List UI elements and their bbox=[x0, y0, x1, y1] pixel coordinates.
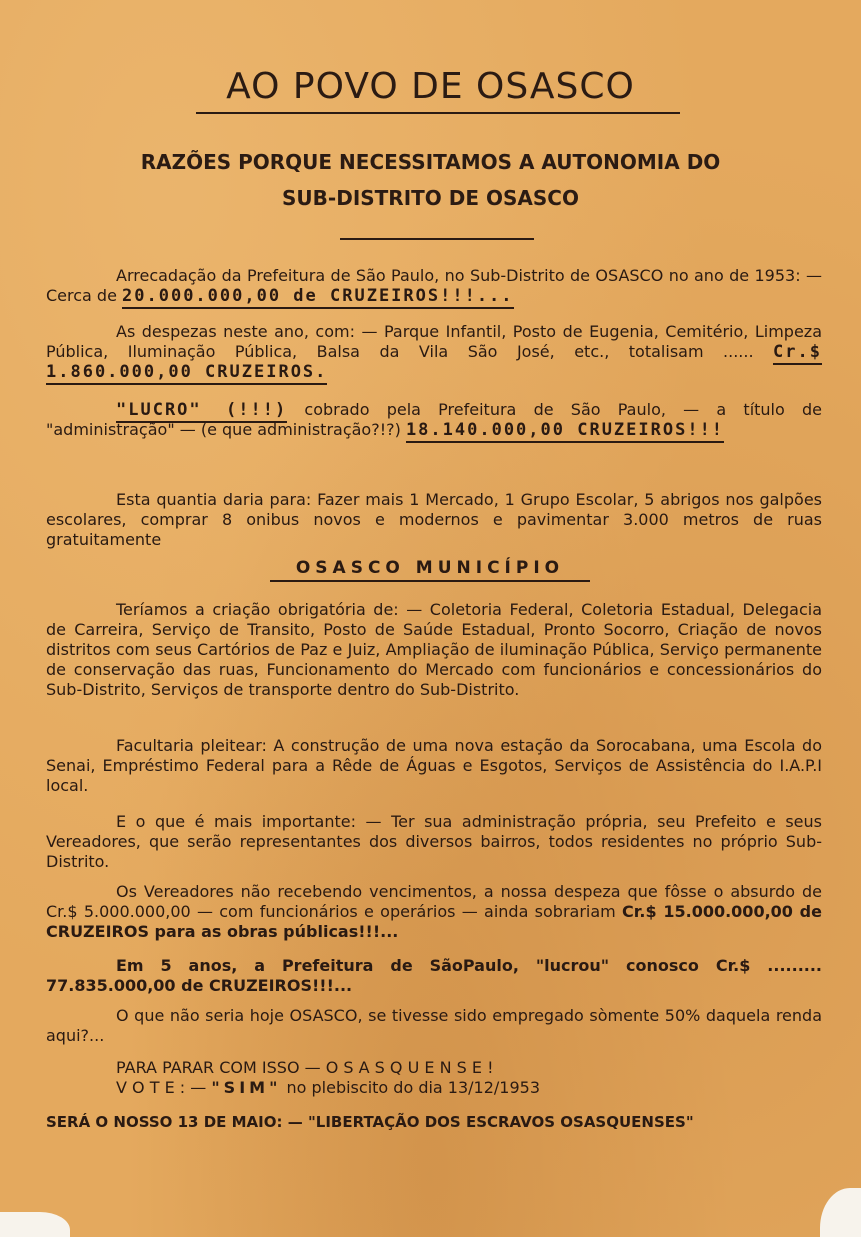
expenses-text: As despezas neste ano, com: — Parque Infantil, Posto de Eugenia, Cemitério, Limpeza Pública, Iluminação Pública, Balsa da Vila São José, etc., totalisam ...... bbox=[46, 322, 822, 361]
torn-edge-left bbox=[0, 1212, 70, 1237]
paragraph-administration bbox=[46, 812, 822, 872]
subtitle-line-1: RAZÕES PORQUE NECESSITAMOS A AUTONOMIA DO bbox=[140, 150, 721, 174]
five-years-text: Em 5 anos, a Prefeitura de SãoPaulo, "lucrou" conosco Cr.$ ......... 77.835.000,00 de CRUZEIROS!!!... bbox=[46, 956, 822, 995]
paragraph-five-years bbox=[46, 956, 822, 996]
revenue-text: Arrecadação da Prefeitura de São Paulo, no Sub-Distrito de OSASCO no ano de 1953: — Cerca de bbox=[46, 266, 822, 305]
vote-prefix: V O T E : — bbox=[116, 1078, 212, 1097]
councillors-bold: Cr.$ 15.000.000,00 de CRUZEIROS para as obras públicas!!!... bbox=[46, 902, 822, 941]
paragraph-councillors bbox=[46, 882, 822, 942]
torn-edge-right bbox=[820, 1188, 861, 1237]
closing-lines bbox=[116, 1058, 816, 1098]
services-text: Teríamos a criação obrigatória de: — Coletoria Federal, Coletoria Estadual, Delegacia de Carreira, Serviço de Transito, Posto de Saúde Estadual, Pronto Socorro, Criação de novos distritos com seus Cartórios de Paz e Juiz, Ampliação de iluminação Pública, Serviço permanente de conservação das ruas, Funcionamento do Mercado com funcionários e concessionários do Sub-Distrito, Serviços de transporte dentro do Sub-Distrito. bbox=[46, 600, 822, 699]
paragraph-services bbox=[46, 600, 822, 700]
question-text: O que não seria hoje OSASCO, se tivesse sido empregado sòmente 50% daquela renda aqui?... bbox=[46, 1006, 822, 1045]
paragraph-expenses bbox=[46, 322, 822, 382]
section-heading: OSASCO MUNICÍPIO bbox=[270, 558, 590, 582]
paragraph-profit bbox=[46, 400, 822, 440]
paragraph-revenue bbox=[46, 266, 822, 306]
lucro-label: "LUCRO" (!!!) bbox=[116, 400, 287, 423]
investment-text: Esta quantia daria para: Fazer mais 1 Mercado, 1 Grupo Escolar, 5 abrigos nos galpões escolares, comprar 8 onibus novos e modernos e pavimentar 3.000 metros de ruas gratuitamente bbox=[46, 490, 822, 549]
profit-amount: 18.140.000,00 CRUZEIROS!!! bbox=[406, 420, 724, 443]
councillors-text: Os Vereadores não recebendo vencimentos, a nossa despeza que fôsse o absurdo de Cr.$ 5.000.000,00 — com funcionários e operários — ainda sobrariam bbox=[46, 882, 822, 921]
vote-sim: "SIM" bbox=[211, 1078, 282, 1097]
paragraph-petition bbox=[46, 736, 822, 796]
paragraph-question bbox=[46, 1006, 822, 1046]
revenue-amount: 20.000.000,00 de CRUZEIROS!!!... bbox=[122, 286, 514, 309]
closing-line-1: PARA PARAR COM ISSO — O S A S Q U E N S E ! bbox=[116, 1058, 494, 1077]
paragraph-investment bbox=[46, 490, 822, 550]
vote-suffix: no plebiscito do dia 13/12/1953 bbox=[281, 1078, 541, 1097]
title-underline bbox=[196, 112, 680, 114]
subtitle-line-2: SUB-DISTRITO DE OSASCO bbox=[282, 186, 579, 210]
expenses-amount: Cr.$ 1.860.000,00 CRUZEIROS. bbox=[46, 342, 822, 385]
petition-text: Facultaria pleitear: A construção de uma nova estação da Sorocabana, uma Escola do Senai, Empréstimo Federal para a Rêde de Águas e Esgotos, Serviços de Assistência do I.A.P.I local. bbox=[46, 736, 822, 795]
section-divider bbox=[340, 238, 534, 240]
final-slogan: SERÁ O NOSSO 13 DE MAIO: — "LIBERTAÇÃO DOS ESCRAVOS OSASQUENSES" bbox=[46, 1113, 694, 1131]
administration-text: E o que é mais importante: — Ter sua administração própria, seu Prefeito e seus Vereadores, que serão representantes dos diversos bairros, todos residentes no próprio Sub-Distrito. bbox=[46, 812, 822, 871]
page-title: AO POVO DE OSASCO bbox=[226, 66, 635, 107]
profit-text: cobrado pela Prefeitura de São Paulo, — a título de "administração" — (e que administração?!?) bbox=[46, 400, 823, 439]
